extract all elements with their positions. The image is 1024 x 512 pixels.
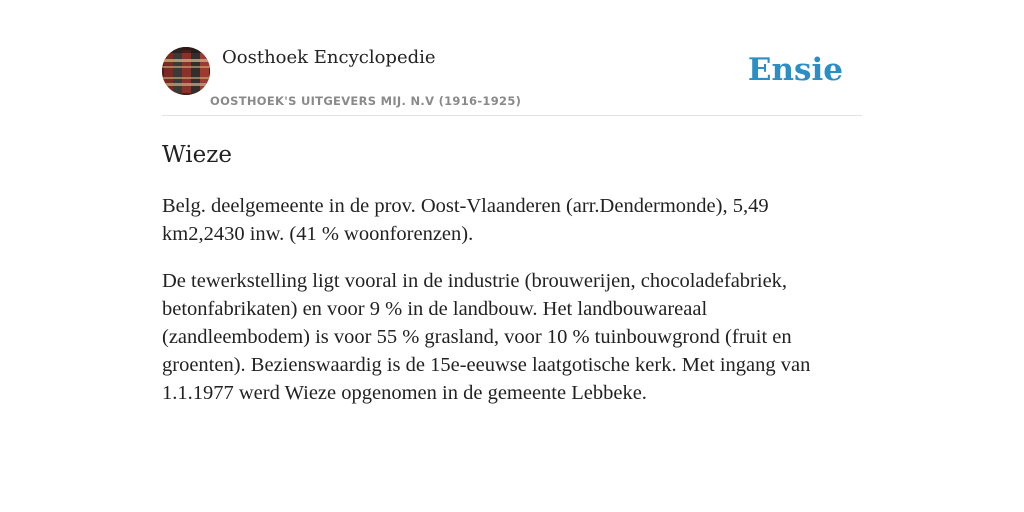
page [162, 0, 862, 404]
entry-body [162, 192, 852, 426]
source-subtitle: OOSTHOEK'S UITGEVERS MIJ. N.V (1916-1925) [210, 94, 522, 108]
header [162, 0, 862, 116]
entry-paragraph: Belg. deelgemeente in de prov. Oost-Vlaanderen (arr.Dendermonde), 5,49 km2,2430 inw. (41 % woonforenzen). [162, 195, 769, 245]
source-avatar[interactable] [162, 47, 210, 95]
entry-paragraph: De tewerkstelling ligt vooral in de industrie (brouwerijen, chocoladefabriek, betonfabrikaten) en voor 9 % in de landbouw. Het landbouwareaal (zandleembodem) is voor 55 % grasland, voor 10 % tuinbouwgrond (fruit en groenten). Bezienswaardig is de 15e-eeuwse laatgotische kerk. Met ingang van 1.1.1977 werd Wieze opgenomen in de gemeente Lebbeke. [162, 270, 811, 404]
entry-title: Wieze [162, 142, 232, 168]
source-title[interactable]: Oosthoek Encyclopedie [222, 47, 436, 68]
brand-logo-link[interactable]: Ensie [747, 52, 843, 88]
book-spines-icon [162, 47, 210, 95]
